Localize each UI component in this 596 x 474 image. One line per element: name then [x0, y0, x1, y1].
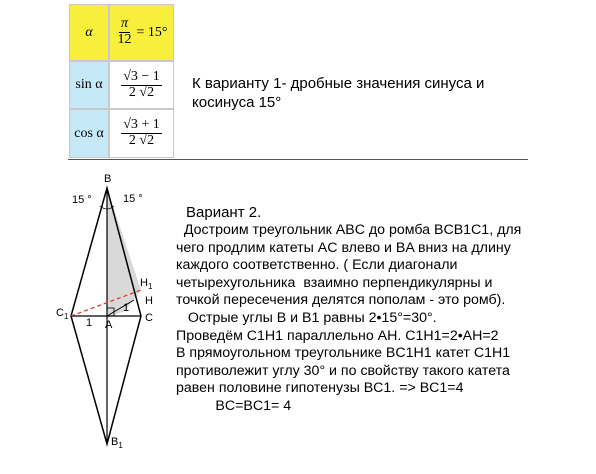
cos-label: cos α: [74, 125, 104, 141]
label-B1: [111, 436, 123, 450]
label-B: B: [104, 173, 112, 185]
sin-label: sin α: [75, 77, 103, 92]
sin-num: √3 − 1: [123, 68, 160, 84]
alpha-den: 12: [117, 32, 132, 47]
label-H1: [140, 277, 152, 291]
label-one-left: 1: [86, 317, 93, 329]
label-angle-left: 15 °: [72, 194, 92, 206]
label-C1: [56, 307, 68, 321]
label-C1-main: C: [56, 307, 64, 319]
label-angle-right: 15 °: [123, 193, 143, 205]
label-H1-sub: 1: [147, 282, 153, 292]
label-H1-main: H: [140, 277, 148, 289]
label-one-right: 1: [123, 302, 130, 314]
cos-num: √3 + 1: [123, 117, 160, 133]
label-C1-sub: 1: [63, 312, 69, 322]
alpha-label: α: [85, 24, 93, 40]
variant1-caption-line2: косинуса 15°: [192, 94, 282, 111]
label-H: H: [145, 295, 153, 307]
variant1-caption-line1: К варианту 1- дробные значения синуса и: [192, 75, 485, 92]
alpha-tail: = 15°: [136, 24, 168, 40]
sin-den: 2 √2: [128, 84, 155, 100]
label-C: C: [145, 312, 153, 324]
variant2-body: Достроим треугольник ABC до ромба BCB1C1, для чего продлим катеты AC влево и BA вниз на длину каждого соответственно. ( Если диагонали четырехугольника взаимно перпендикулярны и точкой пересечения делятся пополам - это ромб). Острые углы B и B1 равны 2•15°=30°. Проведём C1H1 параллельно AH. C1H1=2•AH=2 В прямоугольном треугольнике BC1H1 катет C1H1 противолежит углу 30° и по свойству такого катета равен половине гипотенузы BC1. => BC1=4 BC=BC1= 4: [176, 222, 522, 414]
alpha-num: π: [120, 16, 128, 32]
variant2-title: Вариант 2.: [186, 204, 262, 221]
label-B1-main: B: [111, 436, 119, 448]
label-A: A: [105, 319, 113, 331]
label-B1-sub: 1: [118, 441, 123, 451]
cos-den: 2 √2: [128, 133, 155, 148]
